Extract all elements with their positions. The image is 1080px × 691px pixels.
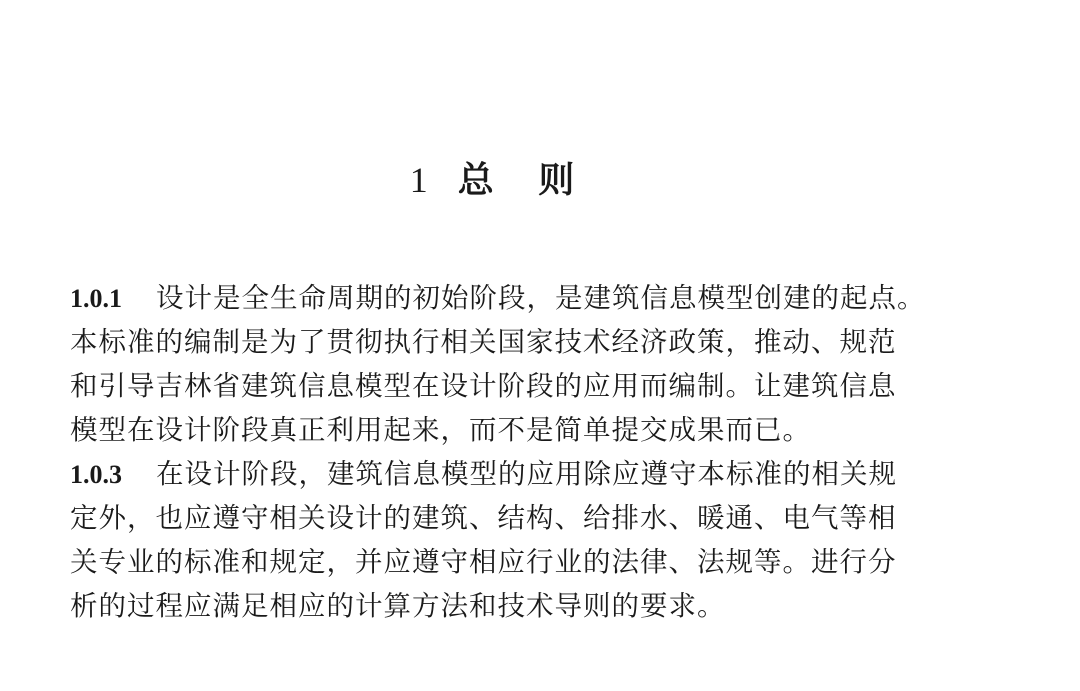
clause-line: 本标准的编制是为了贯彻执行相关国家技术经济政策，推动、规范 [70,326,897,358]
clause-line [70,452,897,496]
clause-line [70,276,926,320]
clause-line: 模型在设计阶段真正利用起来，而不是简单提交成果而已。 [70,414,811,446]
clause-line: 和引导吉林省建筑信息模型在设计阶段的应用而编制。让建筑信息 [70,370,897,402]
chapter-number: 1 [409,160,428,200]
clause-line: 定外，也应遵守相关设计的建筑、结构、给排水、暖通、电气等相 [70,502,897,534]
chapter-title [0,158,1000,202]
clause-text: 在设计阶段，建筑信息模型的应用除应遵守本标准的相关规 [156,458,897,490]
clause-text: 设计是全生命周期的初始阶段，是建筑信息模型创建的起点。 [156,282,926,314]
clause-line: 析的过程应满足相应的计算方法和技术导则的要求。 [70,590,726,622]
clause-number: 1.0.1 [70,284,122,313]
chapter-title-text: 总 则 [457,159,591,201]
clause-number: 1.0.3 [70,460,122,489]
clause-line: 关专业的标准和规定，并应遵守相应行业的法律、法规等。进行分 [70,546,897,578]
